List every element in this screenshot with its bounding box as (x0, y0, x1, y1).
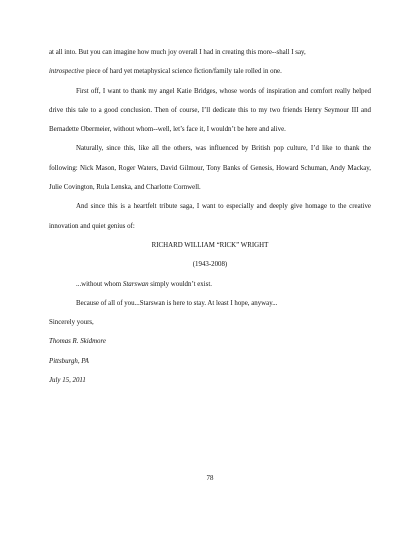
paragraph-6: Because of all of you...Starswan is here to stay. At least I hope, anyway... (76, 299, 278, 307)
paragraph-1 (49, 43, 371, 82)
paragraph-1-text-b: piece of hard yet metaphysical science fiction/family tale rolled in one. (84, 68, 282, 76)
paragraph-5 (49, 275, 371, 294)
dedication-years: (1943-2008) (192, 261, 228, 269)
paragraph-1-text-a: at all into. But you can imagine how much joy overall I had in creating this more--shall I say, (49, 49, 306, 56)
paragraph-5-text-b: simply wouldn’t exist. (148, 280, 212, 288)
paragraph-1-italic: introspective (49, 68, 85, 76)
page-number: 78 (206, 475, 214, 482)
acknowledgments-text (49, 43, 371, 390)
closing-line: Sincerely yours, (49, 319, 94, 327)
signature-date-text: July 15, 2011 (49, 377, 86, 385)
paragraph-5-text-a: ...without whom (76, 280, 123, 288)
paragraph-3: Naturally, since this, like all the others, was influenced by British pop culture, I’d like to thank the following: Nick Mason, Roger Waters, David Gilmour, Tony Banks of Genesis, Howard Schuman, Andy Mackay, Julie Covington, Rula Lenska, and Charlotte Cornwell. (49, 145, 371, 192)
signature-name-text: Thomas R. Skidmore (49, 338, 106, 346)
paragraph-4: And since this is a heartfelt tribute saga, I want to especially and deeply give homage to the creative innovation and quiet genius of: (49, 203, 371, 230)
signature-date (49, 371, 371, 390)
signature-place (49, 352, 371, 371)
signature-place-text: Pittsburgh, PA (49, 357, 89, 365)
signature-name (49, 332, 371, 351)
paragraph-5-italic: Starswan (122, 280, 149, 288)
dedication-name: RICHARD WILLIAM “RICK” WRIGHT (151, 241, 269, 249)
paragraph-2: First off, I want to thank my angel Katie Bridges, whose words of inspiration and comfort really helped drive this tale to a good conclusion. Then of course, I’ll dedicate this to my two friends Henry Seymour III and Bernadette Obermeier, without whom--well, let’s face it, I wouldn’t be here and alive. (49, 87, 371, 134)
